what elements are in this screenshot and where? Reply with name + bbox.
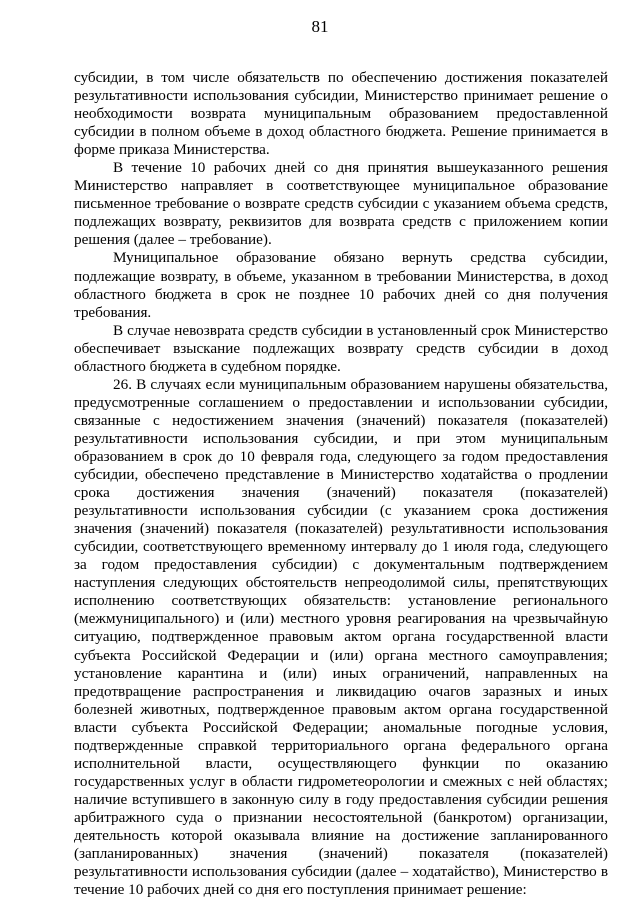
paragraph-item-26: 26. В случаях если муниципальным образованием нарушены обязательства, предусмотренные соглашением о предоставлении и использовании субсидии, связанные с недостижением значения (значений) показателя (показателей) результативности использования субсидии, и при этом муниципальным образованием в срок до 10 февраля года, следующего за годом предоставления субсидии, обеспечено представление в Министерство ходатайства о продлении срока достижения значения (значений) показателя (показателей) результативности использования субсидии (с указанием срока достижения значения (значений) показателя (показателей) результативности использования субсидии, соответствующего временному интервалу до 1 июля года, следующего за годом предоставления субсидии) с документальным подтверждением наступления следующих обстоятельств непреодолимой силы, препятствующих исполнению соответствующих обязательств: установление регионального (межмуниципального) и (или) местного уровня реагирования на чрезвычайную ситуацию, подтвержденное правовым актом органа государственной власти субъекта Российской Федерации и (или) органа местного самоуправления; установление карантина и (или) иных ограничений, направленных на предотвращение распространения и ликвидацию очагов заразных и иных болезней животных, подтвержденное правовым актом органа государственной власти субъекта Российской Федерации; аномальные погодные условия, подтвержденные справкой территориального органа федерального органа исполнительной власти, осуществляющего функции по оказанию государственных услуг в области гидрометеорологии и смежных с ней областях; наличие вступившего в законную силу в году предоставления субсидии решения арбитражного суда о признании несостоятельной (банкротом) организации, деятельность которой оказывала влияние на достижение запланированного (запланированных) значения (значений) показателя (показателей) результативности использования субсидии (далее – ходатайство), Министерство в течение 10 рабочих дней со дня его поступления принимает решение: <box>74 375 608 899</box>
paragraph: В случае невозврата средств субсидии в установленный срок Министерство обеспечивает взыскание подлежащих возврату средств субсидии в доход областного бюджета в судебном порядке. <box>74 321 608 375</box>
paragraph: Муниципальное образование обязано вернуть средства субсидии, подлежащие возврату, в объеме, указанном в требовании Министерства, в доход областного бюджета в срок не позднее 10 рабочих дней со дня получения требования. <box>74 249 608 321</box>
page-number: 81 <box>311 17 329 36</box>
document-body <box>74 69 608 899</box>
paragraph: субсидии, в том числе обязательств по обеспечению достижения показателей результативности использования субсидии, Министерство принимает решение о необходимости возврата муниципальным образованием предоставленной субсидии в полном объеме в доход областного бюджета. Решение принимается в форме приказа Министерства. <box>74 69 608 159</box>
paragraph: В течение 10 рабочих дней со дня принятия вышеуказанного решения Министерство направляет в соответствующее муниципальное образование письменное требование о возврате средств субсидии с указанием объема средств, подлежащих возврату, реквизитов для возврата средств с приложением копии решения (далее – требование). <box>74 159 608 249</box>
